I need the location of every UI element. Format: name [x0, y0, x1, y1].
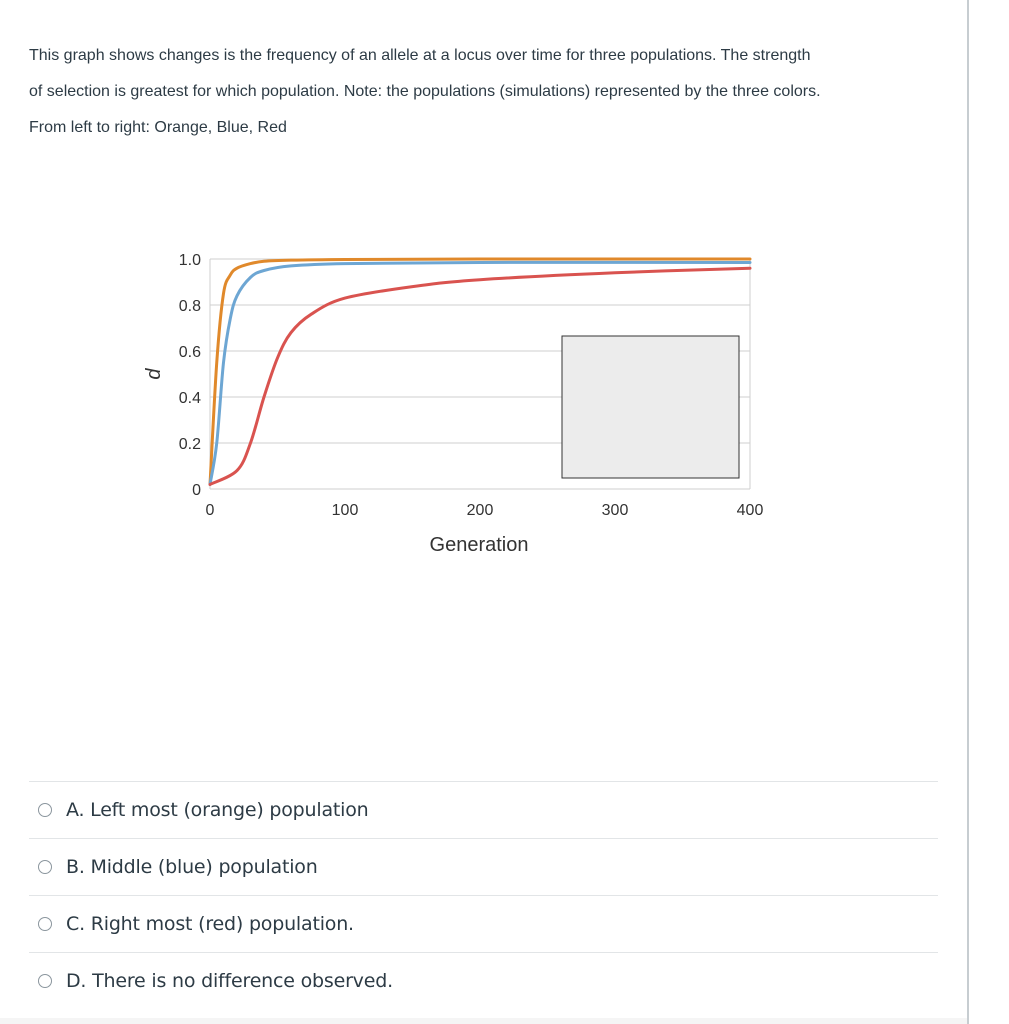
x-tick-label: 300	[601, 502, 629, 519]
question-line: of selection is greatest for which population. Note: the populations (simulations) represented by the three colors.	[29, 83, 821, 100]
y-tick-label: 0.4	[178, 390, 201, 407]
radio-button[interactable]	[38, 974, 52, 988]
y-tick-label: 1.0	[178, 252, 201, 269]
y-tick-label: 0.2	[178, 436, 201, 453]
y-axis-label: p	[144, 368, 166, 380]
page-border	[967, 0, 969, 1024]
radio-button[interactable]	[38, 803, 52, 817]
answer-label: A. Left most (orange) population	[66, 799, 369, 821]
answer-label: D. There is no difference observed.	[66, 970, 393, 992]
y-tick-label: 0.6	[178, 344, 201, 361]
question-line: From left to right: Orange, Blue, Red	[29, 119, 287, 136]
answer-label: B. Middle (blue) population	[66, 856, 318, 878]
x-tick-label: 100	[331, 502, 359, 519]
answer-option-d[interactable]	[29, 952, 938, 1009]
x-axis-label: Generation	[429, 534, 529, 556]
answer-option-b[interactable]	[29, 838, 938, 895]
x-tick-label: 400	[736, 502, 764, 519]
footer-strip	[0, 1018, 967, 1024]
y-tick-label: 0	[192, 482, 201, 499]
radio-button[interactable]	[38, 917, 52, 931]
question-line: This graph shows changes is the frequency of an allele at a locus over time for three populations. The strength	[29, 47, 811, 64]
answer-option-a[interactable]	[29, 781, 938, 838]
x-tick-label: 0	[205, 502, 215, 519]
answer-list	[29, 781, 938, 1009]
y-tick-label: 0.8	[178, 298, 201, 315]
answer-label: C. Right most (red) population.	[66, 913, 354, 935]
radio-button[interactable]	[38, 860, 52, 874]
x-tick-label: 200	[466, 502, 494, 519]
answer-option-c[interactable]	[29, 895, 938, 952]
legend-box	[562, 336, 739, 478]
